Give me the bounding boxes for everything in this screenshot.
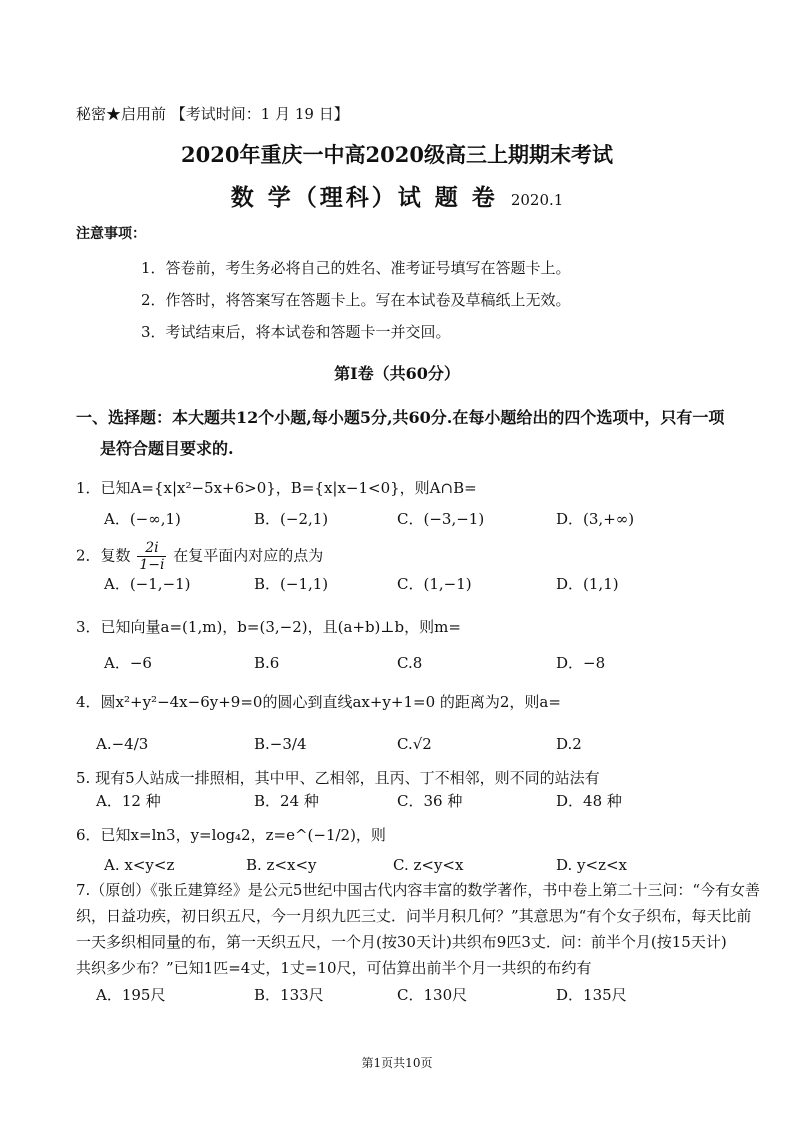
question-stem-line: 织，日益功疾，初日织五尺，今一月织九匹三丈．问半月积几何？”其意思为“有个女子织布，每天比前: [76, 907, 752, 925]
option-c: C. z<y<x: [393, 856, 464, 874]
option-c: C．(1,−1): [397, 575, 472, 593]
part-title: 第Ⅰ卷（共60分）: [334, 364, 460, 383]
secret-line: 秘密★启用前 【考试时间：1 月 19 日】: [76, 105, 349, 123]
option-a: A．(−∞,1): [104, 510, 181, 528]
fraction: [137, 540, 166, 573]
option-c: C.8: [397, 654, 423, 672]
option-a: A.−4/3: [96, 735, 149, 753]
option-b: B.−3/4: [254, 735, 307, 753]
option-c: C．36 种: [397, 792, 463, 810]
section-heading-line2: 是符合题目要求的.: [100, 439, 234, 458]
option-c: C．(−3,−1): [397, 510, 485, 528]
question-stem: 4．圆x²+y²−4x−6y+9=0的圆心到直线ax+y+1=0 的距离为2，则a=: [76, 693, 561, 711]
paper-title: 数 学（理科）试 题 卷: [230, 184, 498, 211]
question-stem: 3．已知向量a=(1,m)，b=(3,−2)，且(a+b)⊥b，则m=: [76, 618, 461, 636]
question-stem: 1．已知A={x|x²−5x+6>0}，B={x|x−1<0}，则A∩B=: [76, 479, 477, 497]
option-a: A．195尺: [96, 986, 166, 1004]
question-stem: 5. 现有5人站成一排照相，其中甲、乙相邻，且丙、丁不相邻，则不同的站法有: [76, 769, 600, 787]
stem-prefix: 2．复数: [76, 546, 131, 565]
option-c: C.√2: [397, 735, 432, 753]
notice-item: 2．作答时，将答案写在答题卡上。写在本试卷及草稿纸上无效。: [141, 291, 571, 309]
question-stem: [76, 540, 323, 573]
option-a: A．12 种: [96, 792, 161, 810]
fraction-denominator: 1−i: [139, 557, 165, 573]
notice-item: 3．考试结束后，将本试卷和答题卡一并交回。: [141, 323, 451, 341]
question-stem-line: 7.（原创）《张丘建算经》是公元5世纪中国古代内容丰富的数学著作，书中卷上第二十三问：“今有女善: [76, 881, 761, 899]
option-c: C．130尺: [397, 986, 468, 1004]
fraction-numerator: 2i: [137, 540, 166, 557]
option-a: A．(−1,−1): [104, 575, 191, 593]
page-footer: 第1页共10页: [361, 1056, 433, 1070]
option-a: A．−6: [104, 654, 152, 672]
exam-title: 2020年重庆一中高2020级高三上期期末考试: [181, 142, 613, 167]
option-b: B．(−1,1): [254, 575, 329, 593]
question-stem: 6．已知x=ln3，y=log₄2，z=e^(−1/2)，则: [76, 826, 386, 844]
option-b: B．133尺: [254, 986, 324, 1004]
option-b: B．24 种: [254, 792, 319, 810]
question-stem-line: 一天多织相同量的布，第一天织五尺，一个月(按30天计)共织布9匹3丈．问：前半个月(按15天计): [76, 933, 727, 951]
notice-heading: 注意事项：: [76, 226, 146, 242]
paper-title-row: [0, 183, 794, 213]
option-b: B．(−2,1): [254, 510, 329, 528]
option-d: D．48 种: [556, 792, 622, 810]
option-d: D．−8: [556, 654, 606, 672]
option-d: D.2: [556, 735, 582, 753]
option-d: D．(3,+∞): [556, 510, 635, 528]
section-heading-line1: 一、选择题：本大题共12个小题,每小题5分,共60分.在每小题给出的四个选项中，只有一项: [76, 408, 725, 427]
option-a: A. x<y<z: [104, 856, 175, 874]
paper-date: 2020.1: [510, 191, 564, 209]
option-d: D．(1,1): [556, 575, 619, 593]
option-b: B. z<x<y: [246, 856, 317, 874]
notice-item: 1．答卷前，考生务必将自己的姓名、准考证号填写在答题卡上。: [141, 259, 571, 277]
question-stem-line: 共织多少布？”已知1匹=4丈，1丈=10尺，可估算出前半个月一共织的布约有: [76, 959, 592, 977]
stem-suffix: 在复平面内对应的点为: [173, 546, 324, 565]
option-d: D．135尺: [556, 986, 627, 1004]
option-b: B.6: [254, 654, 280, 672]
option-d: D. y<z<x: [556, 856, 628, 874]
